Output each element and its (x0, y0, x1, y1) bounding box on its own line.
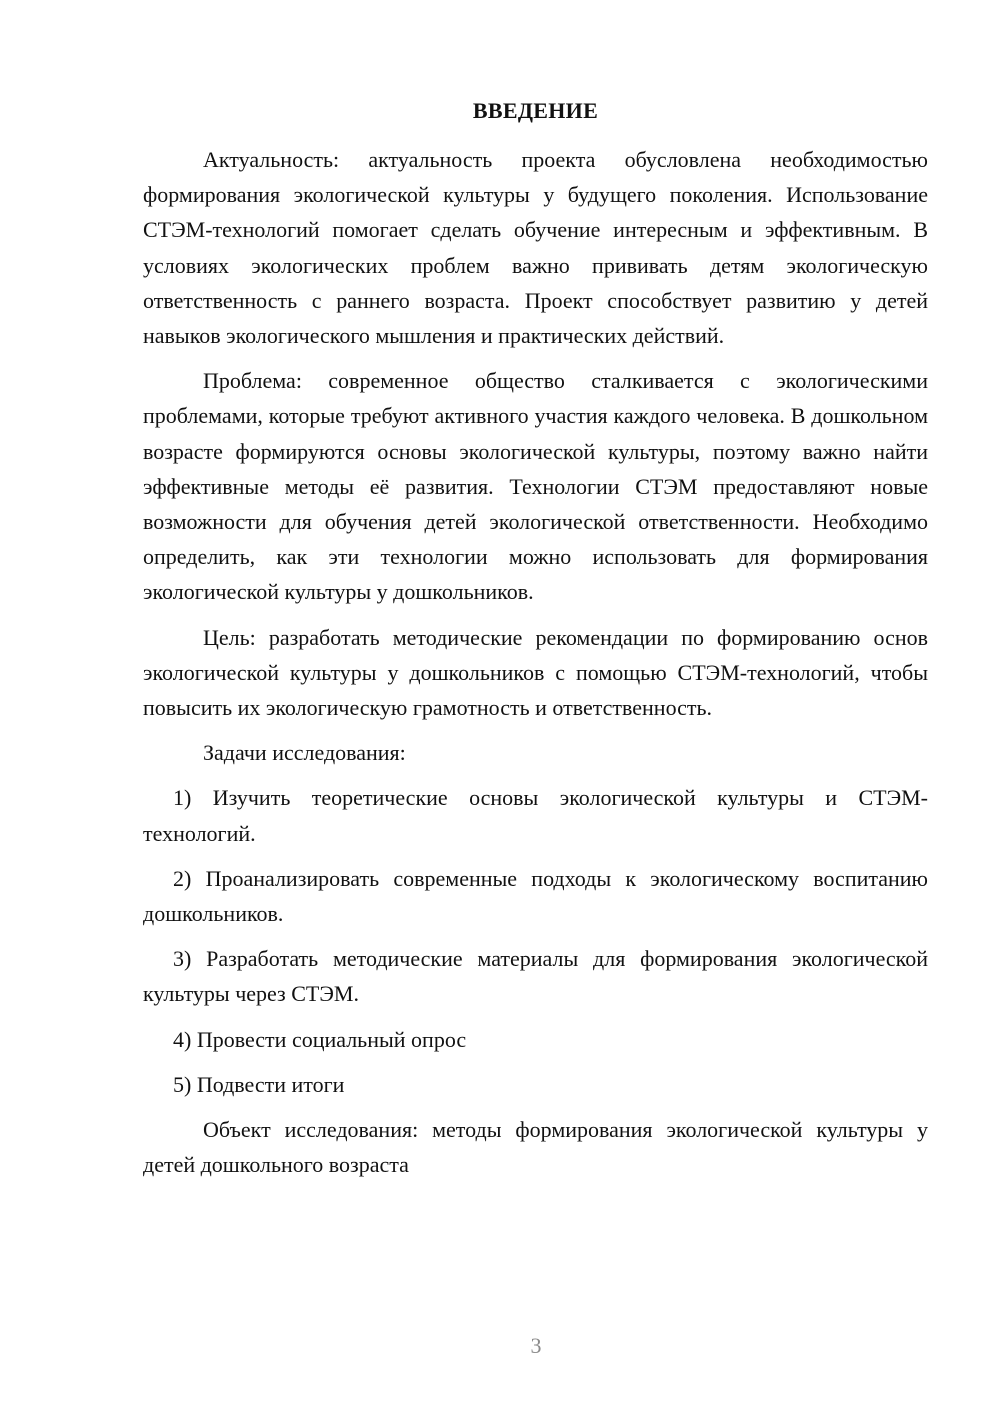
task-item-4: 4) Провести социальный опрос (173, 1026, 467, 1052)
problem-paragraph: Проблема: современное общество сталкивается с экологическими проблемами, которые требуют активного участия каждого человека. В дошкольном возрасте формируются основы экологической культуры, поэтому важно найти эффективные методы её развития. Технологии СТЭМ предоставляют новые возможности для обучения детей экологической ответственности. Необходимо определить, как эти технологии можно использовать для формирования экологической культуры у дошкольников. (143, 368, 928, 605)
goal-paragraph: Цель: разработать методические рекомендации по формированию основ экологической культуры у дошкольников с помощью СТЭМ-технологий, чтобы повысить их экологическую грамотность и ответственность. (143, 624, 928, 721)
tasks-heading: Задачи исследования: (203, 740, 406, 766)
section-heading: ВВЕДЕНИЕ (472, 98, 599, 123)
page-number: 3 (530, 1333, 542, 1358)
task-item-5: 5) Подвести итоги (173, 1071, 345, 1097)
relevance-paragraph: Актуальность: актуальность проекта обусловлена необходимостью формирования экологической культуры у будущего поколения. Использование СТЭМ-технологий помогает сделать обучение интересным и эффективным. В условиях экологических проблем важно прививать детям экологическую ответственность с раннего возраста. Проект способствует развитию у детей навыков экологического мышления и практических действий. (143, 147, 928, 349)
task-item-3: 3) Разработать методические материалы для формирования экологической культуры через СТЭМ. (143, 946, 928, 1007)
task-item-1: 1) Изучить теоретические основы экологической культуры и СТЭМ-технологий. (143, 785, 928, 846)
task-item-2: 2) Проанализировать современные подходы к экологическому воспитанию дошкольников. (143, 865, 928, 927)
object-paragraph: Объект исследования: методы формирования экологической культуры у детей дошкольного возраста (143, 1117, 928, 1178)
document-page (143, 96, 928, 1192)
